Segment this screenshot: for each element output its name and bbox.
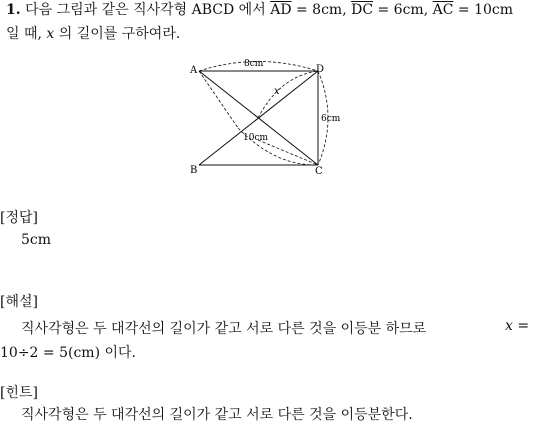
problem-line2-pre: 일 때, bbox=[6, 26, 42, 42]
vertex-b-label: B bbox=[190, 165, 198, 176]
problem-line-2 bbox=[6, 25, 180, 43]
vertex-a-label: A bbox=[190, 65, 198, 76]
problem-number: 1. bbox=[6, 2, 21, 18]
segment-dc: $\overline{DC}$ bbox=[351, 2, 374, 18]
eq-dc: = 6cm, bbox=[377, 2, 429, 18]
dashed-mid-to-c bbox=[258, 140, 318, 165]
solution-line-1 bbox=[21, 318, 426, 338]
variable-x: x bbox=[46, 26, 55, 42]
length-label-diagonal: 10cm bbox=[243, 133, 269, 143]
solution-variable-x: x bbox=[505, 318, 513, 334]
vertex-d-label: D bbox=[316, 64, 325, 75]
problem-line-1 bbox=[6, 1, 513, 19]
solution-title: [해설] bbox=[0, 294, 38, 310]
vertex-c-label: C bbox=[315, 166, 323, 177]
solution-equals: = bbox=[517, 318, 530, 334]
eq-ad: = 8cm, bbox=[296, 2, 347, 18]
eq-ac: = 10cm bbox=[457, 2, 514, 18]
label-x: x bbox=[274, 86, 280, 97]
solution-line-2: 10÷2 = 5(cm) 이다. bbox=[0, 345, 136, 361]
hint-line-1: 직사각형은 두 대각선의 길이가 같고 서로 다른 것을 이등분한다. bbox=[21, 407, 413, 423]
segment-ac: $\overline{AC}$ bbox=[432, 2, 454, 18]
segment-ad: $\overline{AD}$ bbox=[270, 2, 292, 18]
solution-x-eq bbox=[505, 318, 529, 334]
problem-line2-post: 의 길이를 구하여라. bbox=[58, 26, 181, 42]
solution-text: 직사각형은 두 대각선의 길이가 같고 서로 다른 것을 이등분 하므로 bbox=[21, 321, 427, 337]
dashed-a-to-mid bbox=[199, 71, 238, 128]
answer-value: 5cm bbox=[21, 232, 52, 248]
problem-text: 다음 그림과 같은 직사각형 ABCD 에서 bbox=[25, 2, 266, 18]
answer-title: [정답] bbox=[0, 210, 38, 226]
rectangle-figure bbox=[180, 56, 360, 180]
length-label-right: 6cm bbox=[321, 114, 341, 124]
hint-title: [힌트] bbox=[0, 385, 38, 401]
length-label-top: 8cm bbox=[244, 59, 264, 69]
